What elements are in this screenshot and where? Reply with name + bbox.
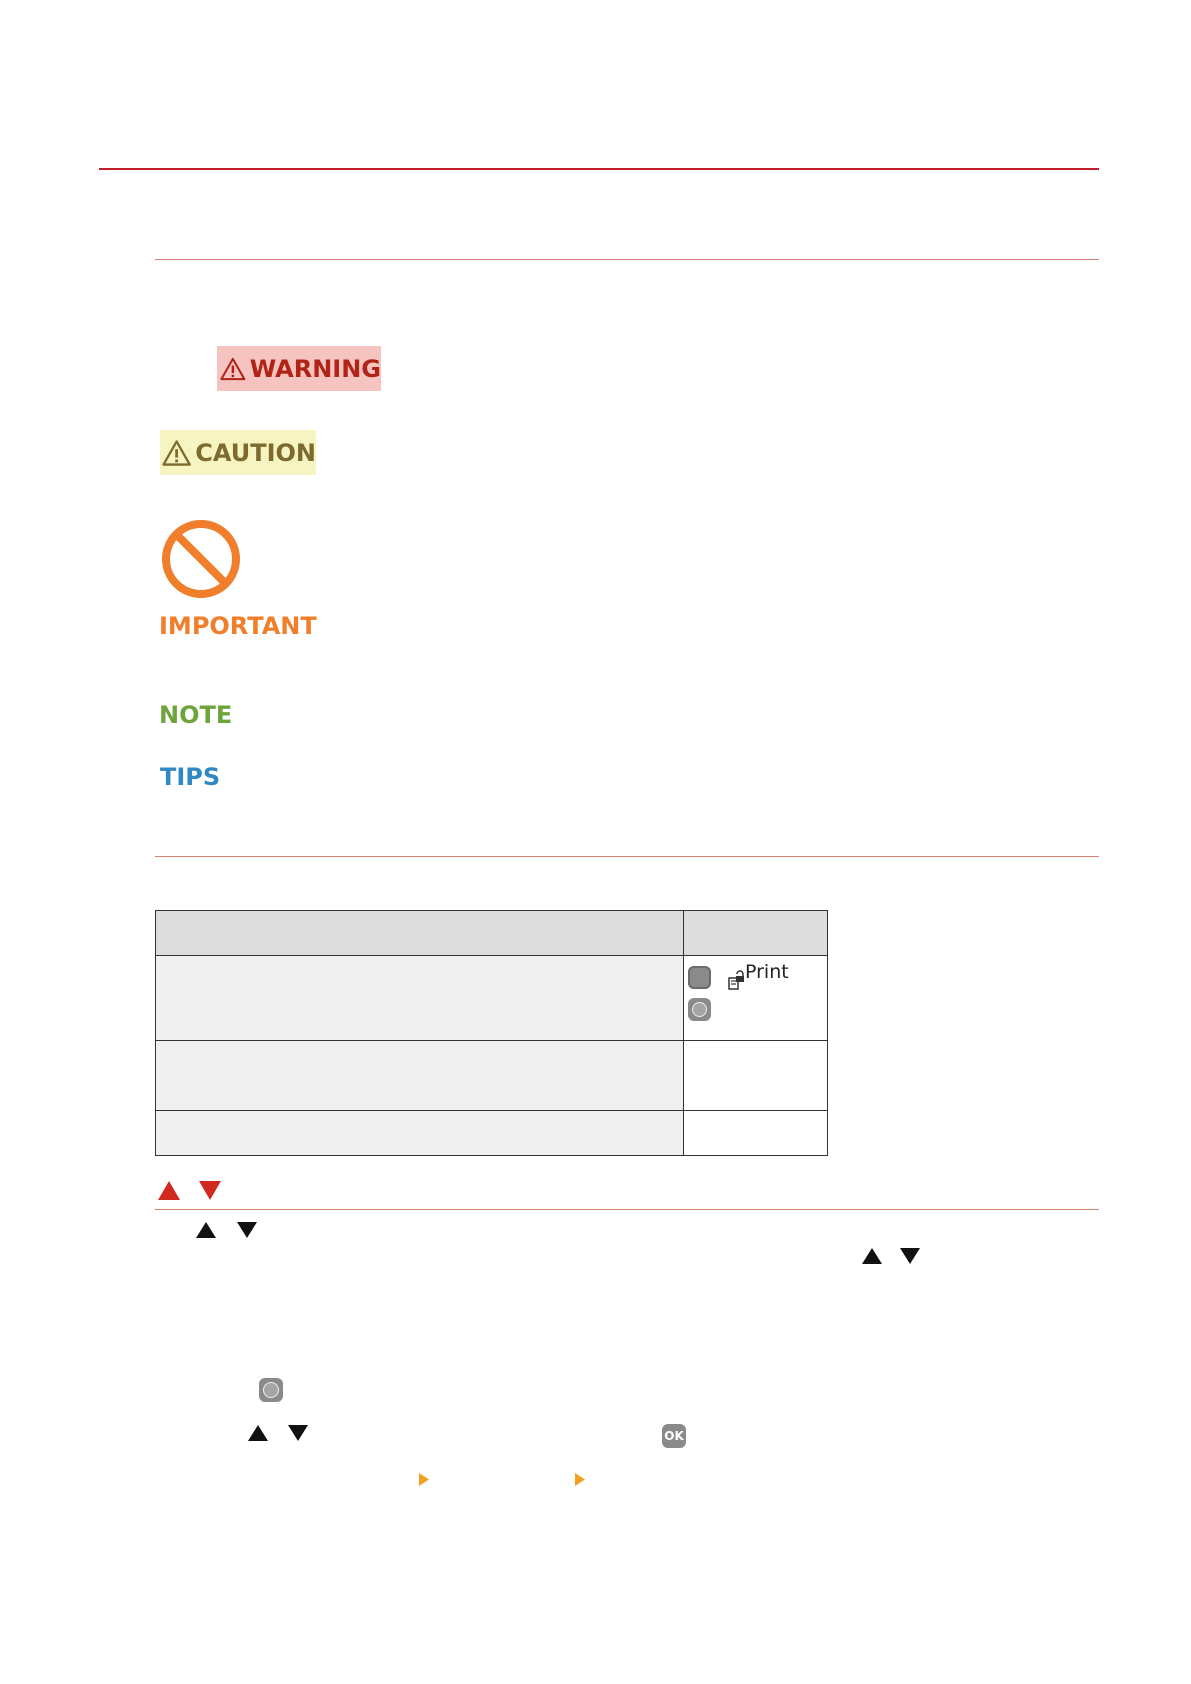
up-arrow-icon	[247, 1424, 269, 1442]
red-up-arrow-icon	[157, 1180, 181, 1201]
table-cell	[684, 1111, 828, 1156]
table-cell	[156, 1111, 684, 1156]
down-arrow-icon	[236, 1221, 258, 1239]
table-header-cell	[156, 911, 684, 956]
table-row	[156, 1111, 828, 1156]
table-row	[156, 1041, 828, 1111]
chapter-rule	[99, 168, 1099, 170]
warning-triangle-icon	[220, 351, 246, 387]
red-down-arrow-icon	[198, 1180, 222, 1201]
section-rule	[155, 1209, 1099, 1210]
ok-key-icon: OK	[662, 1424, 686, 1448]
table-row	[156, 956, 828, 1041]
caution-triangle-icon	[162, 435, 191, 471]
back-key-icon	[688, 998, 711, 1021]
secure-print-icon	[728, 970, 745, 992]
orange-right-arrow-icon	[418, 1472, 430, 1487]
down-arrow-icon	[899, 1247, 921, 1265]
important-label: IMPORTANT	[159, 612, 317, 640]
note-label: NOTE	[159, 701, 233, 729]
table-cell	[684, 1041, 828, 1111]
up-arrow-icon	[195, 1221, 217, 1239]
prohibited-icon	[160, 518, 242, 600]
section-rule	[155, 259, 1099, 260]
table-cell	[156, 1041, 684, 1111]
blank-key-icon	[688, 966, 711, 989]
section-rule	[155, 856, 1099, 857]
warning-badge	[217, 346, 381, 391]
tips-label: TIPS	[160, 763, 221, 791]
table-cell	[684, 956, 828, 1041]
warning-label: WARNING	[249, 354, 381, 383]
operation-table	[155, 910, 828, 1156]
down-arrow-icon	[287, 1424, 309, 1442]
up-arrow-icon	[861, 1247, 883, 1265]
caution-label: CAUTION	[195, 438, 316, 467]
table-cell	[156, 956, 684, 1041]
table-header-row	[156, 911, 828, 956]
orange-right-arrow-icon	[574, 1472, 586, 1487]
print-key-label: Print	[745, 961, 789, 983]
back-key-icon	[259, 1378, 283, 1402]
caution-badge	[160, 430, 316, 475]
table-header-cell	[684, 911, 828, 956]
